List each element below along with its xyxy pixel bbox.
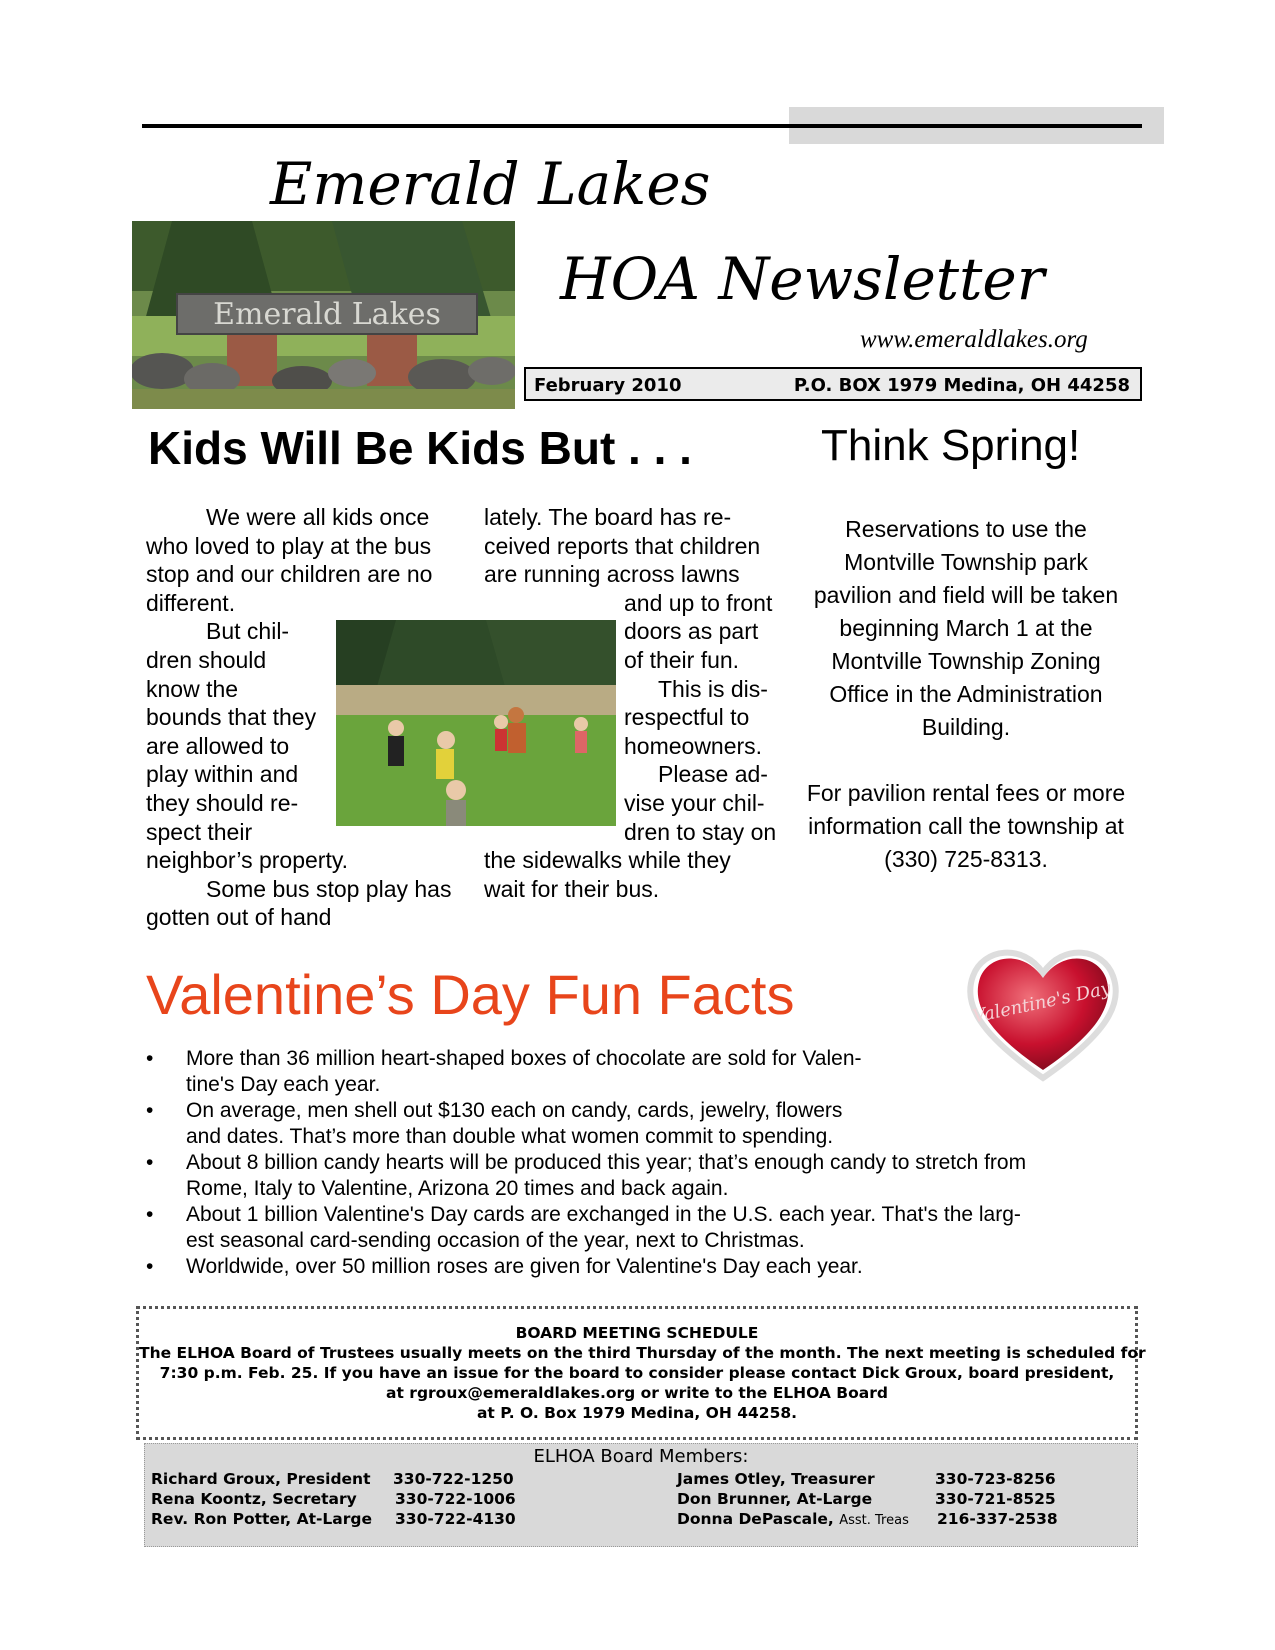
spring-para-2: For pavilion rental fees or more information call the township at <box>806 780 1126 839</box>
heart-text: Valentine's Day <box>970 977 1113 1028</box>
township-phone: (330) 725-8313. <box>884 846 1048 872</box>
board-member-name: Rev. Ron Potter, At-Large <box>151 1510 373 1528</box>
kids-article-headline: Kids Will Be Kids But . . . <box>148 422 692 474</box>
website-url: www.emeraldlakes.org <box>860 326 1088 353</box>
board-member-phone: 216-337-2538 <box>937 1510 1058 1528</box>
fact-item <box>146 1098 1126 1150</box>
kids-line: are running across lawns <box>484 561 740 588</box>
kids-line: the sidewalks while they <box>484 847 731 874</box>
board-member-phone: 330-722-4130 <box>395 1510 516 1528</box>
board-member-name <box>677 1510 909 1528</box>
newsletter-title-line1: Emerald Lakes <box>270 150 711 218</box>
fact-text: Worldwide, over 50 million roses are given for Valentine's Day each year. <box>186 1255 863 1278</box>
fact-text: On average, men shell out $130 each on candy, cards, jewelry, flowers and dates. That’s more than double what women commit to spending. <box>186 1099 843 1148</box>
kids-line: Please ad- <box>658 761 768 788</box>
sign-text: Emerald Lakes <box>213 297 441 332</box>
kids-line: This is dis- <box>658 675 768 702</box>
board-members-title: ELHOA Board Members: <box>533 1446 749 1467</box>
kids-line: vise your chil- <box>624 789 765 816</box>
schedule-title: BOARD MEETING SCHEDULE <box>515 1324 759 1342</box>
spring-article-body <box>806 513 1126 876</box>
board-member-phone: 330-722-1006 <box>395 1490 516 1508</box>
kids-line: homeowners. <box>624 732 763 759</box>
board-member-name-text: Donna DePascale, <box>677 1510 834 1528</box>
board-member-phone: 330-721-8525 <box>935 1490 1056 1508</box>
fact-text: More than 36 million heart-shaped boxes of chocolate are sold for Valen- tine's Day each year. <box>186 1047 862 1096</box>
kids-line: wait for their bus. <box>484 875 660 902</box>
fact-item <box>146 1202 1126 1254</box>
kids-line: dren should <box>146 646 267 673</box>
kids-line: are allowed to <box>146 732 290 759</box>
kids-line: ceived reports that children <box>484 532 761 559</box>
newsletter-title-line2: HOA Newsletter <box>560 245 1045 313</box>
board-member-phone: 330-723-8256 <box>935 1470 1056 1488</box>
spring-article-headline: Think Spring! <box>821 421 1081 470</box>
kids-line: doors as part <box>624 618 759 645</box>
kids-line: spect their <box>146 818 253 845</box>
fact-text: About 8 billion candy hearts will be produced this year; that’s enough candy to stretch from Rome, Italy to Valentine, Arizona 20 times and back again. <box>186 1151 1027 1200</box>
kids-line: they should re- <box>146 789 299 816</box>
board-member-name: Don Brunner, At-Large <box>677 1490 873 1508</box>
schedule-line: The ELHOA Board of Trustees usually meets on the third Thursday of the month. The next meeting is scheduled for <box>139 1344 1146 1362</box>
fact-item <box>146 1046 1126 1098</box>
board-member-phone: 330-722-1250 <box>393 1470 514 1488</box>
board-member-name: Richard Groux, President <box>151 1470 371 1488</box>
kids-line: of their fun. <box>624 646 740 673</box>
kids-line: know the <box>146 675 239 702</box>
fact-item <box>146 1254 1126 1280</box>
kids-line: lately. The board has re- <box>484 504 732 530</box>
emerald-lakes-sign-photo <box>132 221 515 409</box>
board-member-name: James Otley, Treasurer <box>677 1470 875 1488</box>
kids-line: neighbor’s property. <box>146 847 349 874</box>
kids-line: But chil- <box>206 618 290 645</box>
valentine-headline: Valentine’s Day Fun Facts <box>146 963 795 1026</box>
schedule-line: at rgroux@emeraldlakes.org or write to the ELHOA Board <box>386 1384 888 1402</box>
board-member-title-suffix: Asst. Treas <box>839 1513 909 1528</box>
kids-line: and up to front <box>624 589 773 616</box>
schedule-line: at P. O. Box 1979 Medina, OH 44258. <box>476 1404 798 1422</box>
kids-line: bounds that they <box>146 704 317 731</box>
kids-line: play within and <box>146 761 299 788</box>
kids-line: respectful to <box>624 704 750 731</box>
board-member-name: Rena Koontz, Secretary <box>151 1490 357 1508</box>
kids-para-last: Some bus stop play has gotten out of hand <box>146 875 452 931</box>
issue-date: February 2010 <box>534 375 682 396</box>
board-meeting-schedule-box <box>136 1306 1146 1440</box>
spring-para-1: Reservations to use the Montville Township park pavilion and field will be taken beginning March 1 at the Montville Township Zoning Office in the Administration Building. <box>813 516 1119 740</box>
kids-line: dren to stay on <box>624 818 777 845</box>
fact-item <box>146 1150 1126 1202</box>
mailing-address: P.O. BOX 1979 Medina, OH 44258 <box>793 375 1130 396</box>
valentine-facts-list <box>146 1046 1126 1280</box>
kids-para-1: We were all kids once who loved to play at the bus stop and our children are no different. <box>146 504 433 616</box>
fact-text: About 1 billion Valentine's Day cards are exchanged in the U.S. each year. That's the larg- est seasonal card-sending occasion of the year, next to Christmas. <box>186 1203 1021 1252</box>
schedule-line: 7:30 p.m. Feb. 25. If you have an issue for the board to consider please contact Dick Groux, board president, <box>159 1364 1115 1382</box>
header-rule <box>142 124 1142 128</box>
kids-article-column-2 <box>484 503 796 903</box>
board-members-box <box>144 1443 1138 1547</box>
issue-date-bar <box>524 367 1142 401</box>
